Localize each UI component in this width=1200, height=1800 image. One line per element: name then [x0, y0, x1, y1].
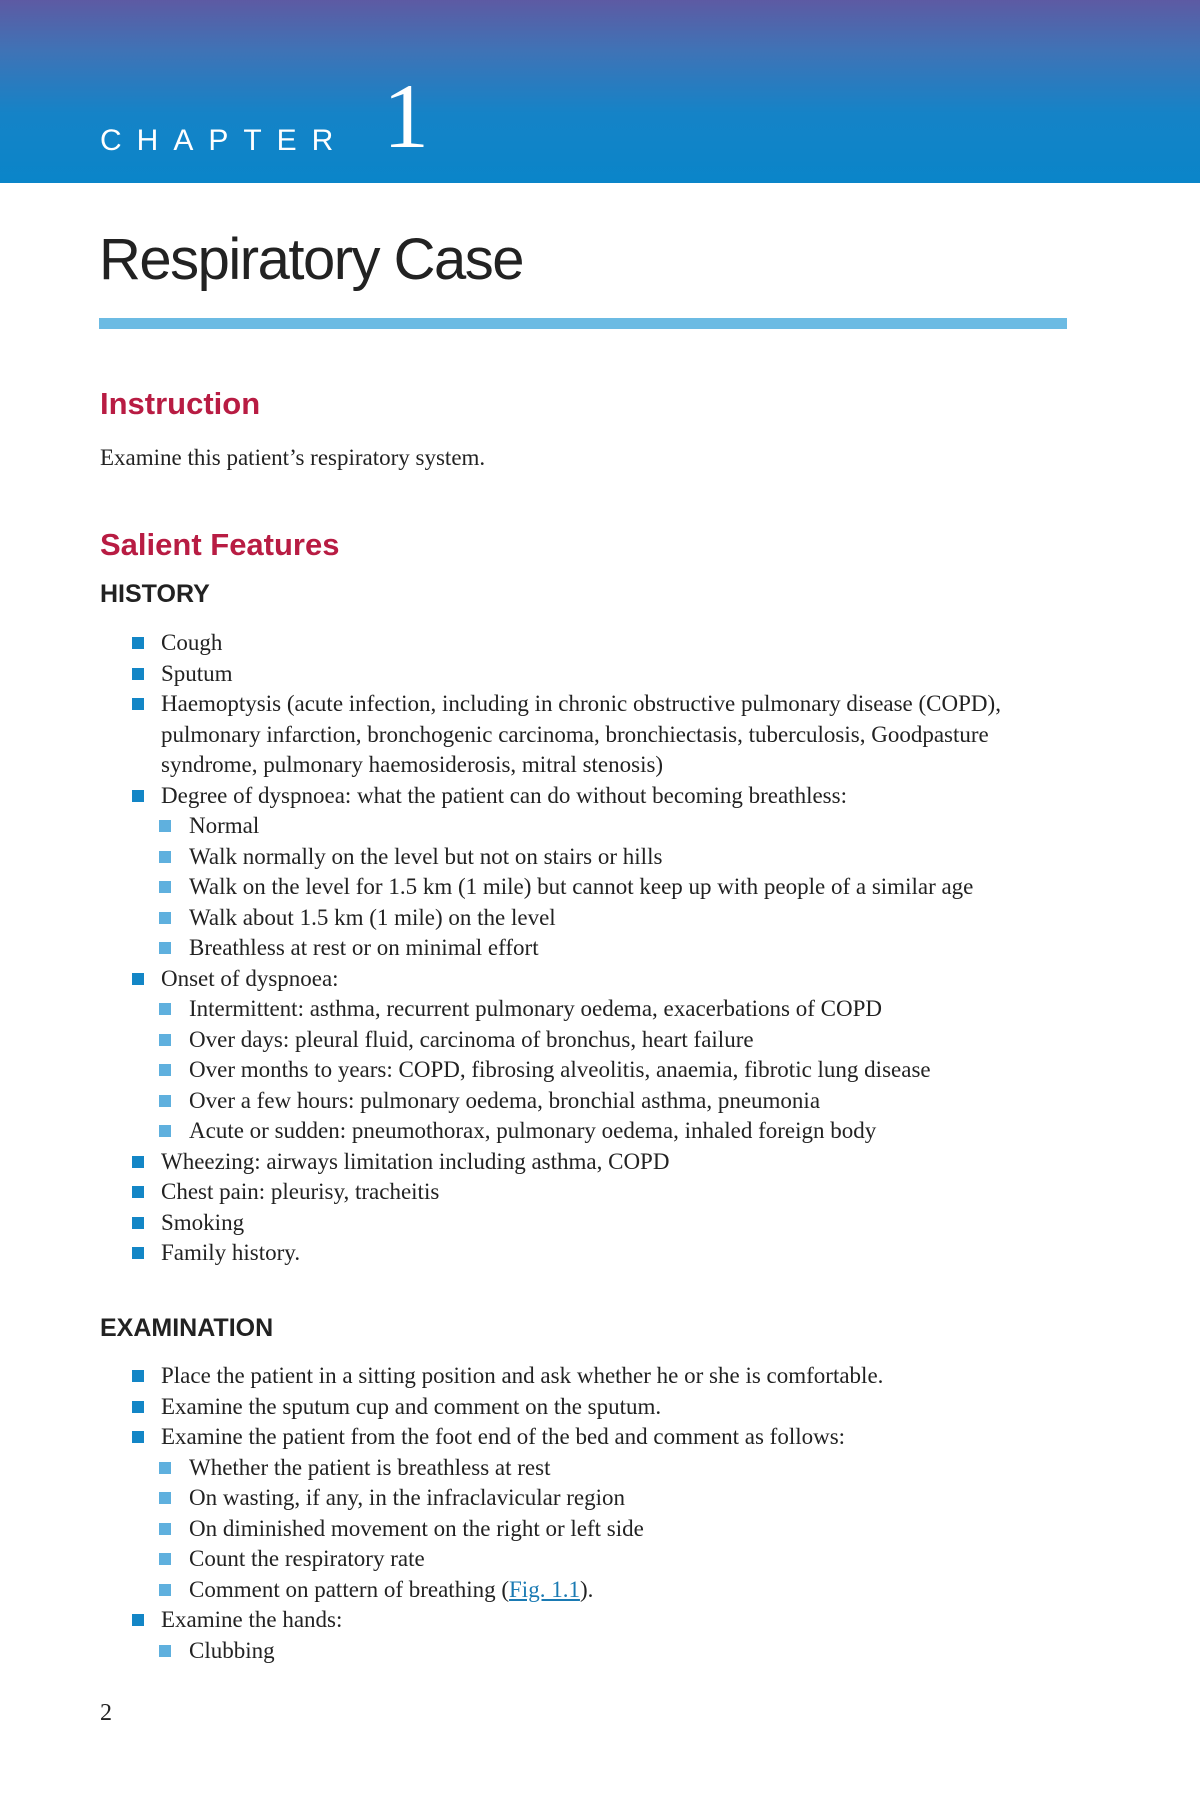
sub-list-item: On diminished movement on the right or left side: [0, 1514, 1069, 1545]
instruction-text: Examine this patient’s respiratory system.: [100, 445, 486, 470]
page-title: Respiratory Case: [99, 227, 524, 292]
sub-list-item: Intermittent: asthma, recurrent pulmonary oedema, exacerbations of COPD: [0, 994, 1069, 1025]
bullet-square-icon: [159, 1492, 171, 1504]
sub-list-item: Normal: [0, 811, 1069, 842]
sub-list-item: Over days: pleural fluid, carcinoma of bronchus, heart failure: [0, 1025, 1069, 1056]
list-item: Examine the hands:: [0, 1605, 1071, 1636]
history-list: [0, 628, 1071, 1269]
bullet-square-icon: [159, 1462, 171, 1474]
bullet-square-icon: [132, 1217, 144, 1229]
list-item: Sputum: [0, 659, 1071, 690]
bullet-square-icon: [159, 1064, 171, 1076]
chapter-number: 1: [383, 65, 429, 167]
sub-list-item: Walk about 1.5 km (1 mile) on the level: [0, 903, 1069, 934]
bullet-square-icon: [159, 912, 171, 924]
salient-features-heading: Salient Features: [100, 527, 340, 562]
bullet-square-icon: [159, 820, 171, 832]
bullet-square-icon: [132, 1186, 144, 1198]
list-item: Place the patient in a sitting position and ask whether he or she is comfortable.: [0, 1361, 1071, 1392]
bullet-square-icon: [132, 1156, 144, 1168]
bullet-square-icon: [159, 881, 171, 893]
bullet-square-icon: [159, 851, 171, 863]
sub-list-item: Over a few hours: pulmonary oedema, bronchial asthma, pneumonia: [0, 1086, 1069, 1117]
examination-heading: EXAMINATION: [100, 1314, 274, 1342]
list-item: Degree of dyspnoea: what the patient can do without becoming breathless:: [0, 781, 1071, 812]
examination-list: [0, 1361, 1071, 1666]
sub-list-item: Comment on pattern of breathing (Fig. 1.1).: [0, 1575, 1069, 1606]
list-item: Haemoptysis (acute infection, including in chronic obstructive pulmonary disease (COPD), pulmonary infarction, bronchogenic carcinoma, bronchiectasis, tuberculosis, Goodpasture syndrome, pulmonary haemosiderosis, mitral stenosis): [0, 689, 1071, 781]
page-number: 2: [100, 1700, 112, 1726]
bullet-square-icon: [159, 1003, 171, 1015]
bullet-square-icon: [132, 637, 144, 649]
sub-list-item: Walk normally on the level but not on stairs or hills: [0, 842, 1069, 873]
list-item: Wheezing: airways limitation including asthma, COPD: [0, 1147, 1071, 1178]
sub-list-item: Count the respiratory rate: [0, 1544, 1069, 1575]
bullet-square-icon: [159, 1034, 171, 1046]
list-item: Family history.: [0, 1238, 1071, 1269]
sub-list-item: Acute or sudden: pneumothorax, pulmonary oedema, inhaled foreign body: [0, 1116, 1069, 1147]
sub-list-item: Over months to years: COPD, fibrosing alveolitis, anaemia, fibrotic lung disease: [0, 1055, 1069, 1086]
list-item: Smoking: [0, 1208, 1071, 1239]
bullet-square-icon: [132, 1401, 144, 1413]
bullet-square-icon: [159, 1553, 171, 1565]
figure-link[interactable]: Fig. 1.1: [509, 1576, 580, 1602]
sub-list-item: Breathless at rest or on minimal effort: [0, 933, 1069, 964]
bullet-square-icon: [132, 698, 144, 710]
chapter-label: CHAPTER: [100, 124, 349, 157]
bullet-square-icon: [159, 1584, 171, 1596]
list-item: Chest pain: pleurisy, tracheitis: [0, 1177, 1071, 1208]
bullet-square-icon: [132, 973, 144, 985]
sub-list-item: Whether the patient is breathless at rest: [0, 1453, 1069, 1484]
sub-list-item: Walk on the level for 1.5 km (1 mile) but cannot keep up with people of a similar age: [0, 872, 1069, 903]
bullet-square-icon: [132, 1431, 144, 1443]
bullet-square-icon: [159, 1095, 171, 1107]
history-heading: HISTORY: [100, 580, 210, 608]
instruction-heading: Instruction: [100, 386, 261, 421]
title-rule: [99, 318, 1067, 329]
list-item: Examine the sputum cup and comment on the sputum.: [0, 1392, 1071, 1423]
list-item: Cough: [0, 628, 1071, 659]
bullet-square-icon: [159, 1125, 171, 1137]
bullet-square-icon: [132, 1247, 144, 1259]
bullet-square-icon: [159, 942, 171, 954]
bullet-square-icon: [159, 1523, 171, 1535]
bullet-square-icon: [159, 1645, 171, 1657]
chapter-banner: [0, 0, 1200, 183]
bullet-square-icon: [132, 668, 144, 680]
bullet-square-icon: [132, 1370, 144, 1382]
sub-list-item: On wasting, if any, in the infraclavicular region: [0, 1483, 1069, 1514]
bullet-square-icon: [132, 790, 144, 802]
bullet-square-icon: [132, 1614, 144, 1626]
list-item: Examine the patient from the foot end of the bed and comment as follows:: [0, 1422, 1071, 1453]
list-item: Onset of dyspnoea:: [0, 964, 1071, 995]
sub-list-item: Clubbing: [0, 1636, 1069, 1667]
